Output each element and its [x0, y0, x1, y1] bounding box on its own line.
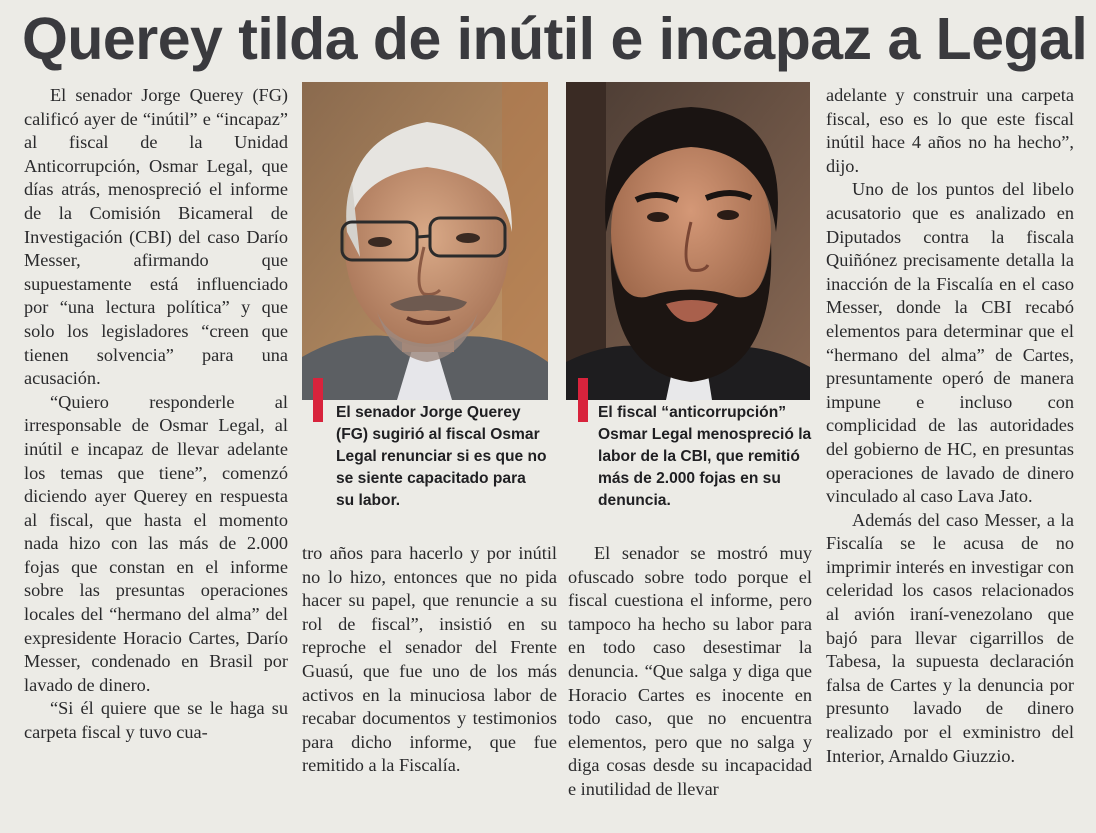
headline: Querey tilda de inútil e incapaz a Legal [22, 6, 1088, 72]
paragraph: Además del caso Messer, a la Fiscalía se le acusa de no imprimir interés en investigar con celeridad los casos relacionados al avión iraní-venezolano que bajó para llevar cigarrillos de Tabesa, la supuesta declaración falsa de Cartes y la denuncia por presunto lavado de dinero realizado por el exministro del Interior, Arnaldo Giuzzio. [826, 509, 1074, 766]
column-4 [826, 84, 1074, 824]
photo-senator-querey [302, 82, 548, 400]
paragraph: El senador Jorge Querey (FG) calificó ayer de “inútil” e “incapaz” al fiscal de la Unidad Anticorrupción, Osmar Legal, que días atrás, menospreció el informe de la Comisión Bicameral de Investigación (CBI) del caso Darío Messer, afirmando que supuestamente está influenciado por “una lectura política” y que solo los legisladores “creen que tienen solvencia” para una acusación. [24, 85, 288, 389]
paragraph: “Si él quiere que se le haga su carpeta fiscal y tuvo cua- [24, 698, 288, 743]
column-2 [302, 542, 557, 822]
photo-caption-1: El senador Jorge Querey (FG) sugirió al fiscal Osmar Legal renunciar si es que no se siente capacitado para su labor. [336, 404, 547, 509]
paragraph: tro años para hacerlo y por inútil no lo hizo, entonces que no pida hacer su papel, que renuncie a su rol de fiscal”, insistió en su reproche el senador del Frente Guasú, que fue uno de los más activos en la minuciosa labor de recabar documentos y testimonios para dicho informe, que fue remitido a la Fiscalía. [302, 543, 557, 776]
caption-marker [313, 378, 323, 422]
column-3 [568, 542, 812, 822]
caption-marker [578, 378, 588, 422]
column-1 [24, 84, 288, 824]
paragraph: adelante y construir una carpeta fiscal, eso es lo que este fiscal inútil hace 4 años no ha hecho”, dijo. [826, 85, 1074, 176]
photo-caption-2: El fiscal “anticorrupción” Osmar Legal menospreció la labor de la CBI, que remitió más de 2.000 fojas en su denuncia. [598, 404, 812, 509]
paragraph: El senador se mostró muy ofuscado sobre todo porque el fiscal cuestiona el informe, pero tampoco ha hecho su labor para en todo caso desestimar la denuncia. “Que salga y diga que Horacio Cartes es inocente en todo caso, que no encuentra elementos, pero que no salga y diga cosas desde su incapacidad e inutilidad de llevar [568, 543, 812, 799]
paragraph: “Quiero responderle al irresponsable de Osmar Legal, al inútil e incapaz de llevar adelante los temas que tiene”, comenzó diciendo ayer Querey en respuesta al fiscal, que hasta el momento nada hizo con las más de 2.000 fojas que constan en el informe sobre las presuntas operaciones locales del “hermano del alma” del expresidente Horacio Cartes, Darío Messer, condenado en Brasil por lavado de dinero. [24, 391, 288, 695]
photo-fiscal-legal [566, 82, 810, 400]
paragraph: Uno de los puntos del libelo acusatorio que es analizado en Diputados contra la fiscala Quiñónez precisamente detalla la inacción de la Fiscalía en el caso Messer, donde la CBI recabó elementos para determinar que el “hermano del alma” de Cartes, presuntamente operó de manera impune e incluso con complicidad de las autoridades del gobierno de HC, en presuntas operaciones de lavado de dinero vinculado al caso Lava Jato. [826, 179, 1074, 507]
